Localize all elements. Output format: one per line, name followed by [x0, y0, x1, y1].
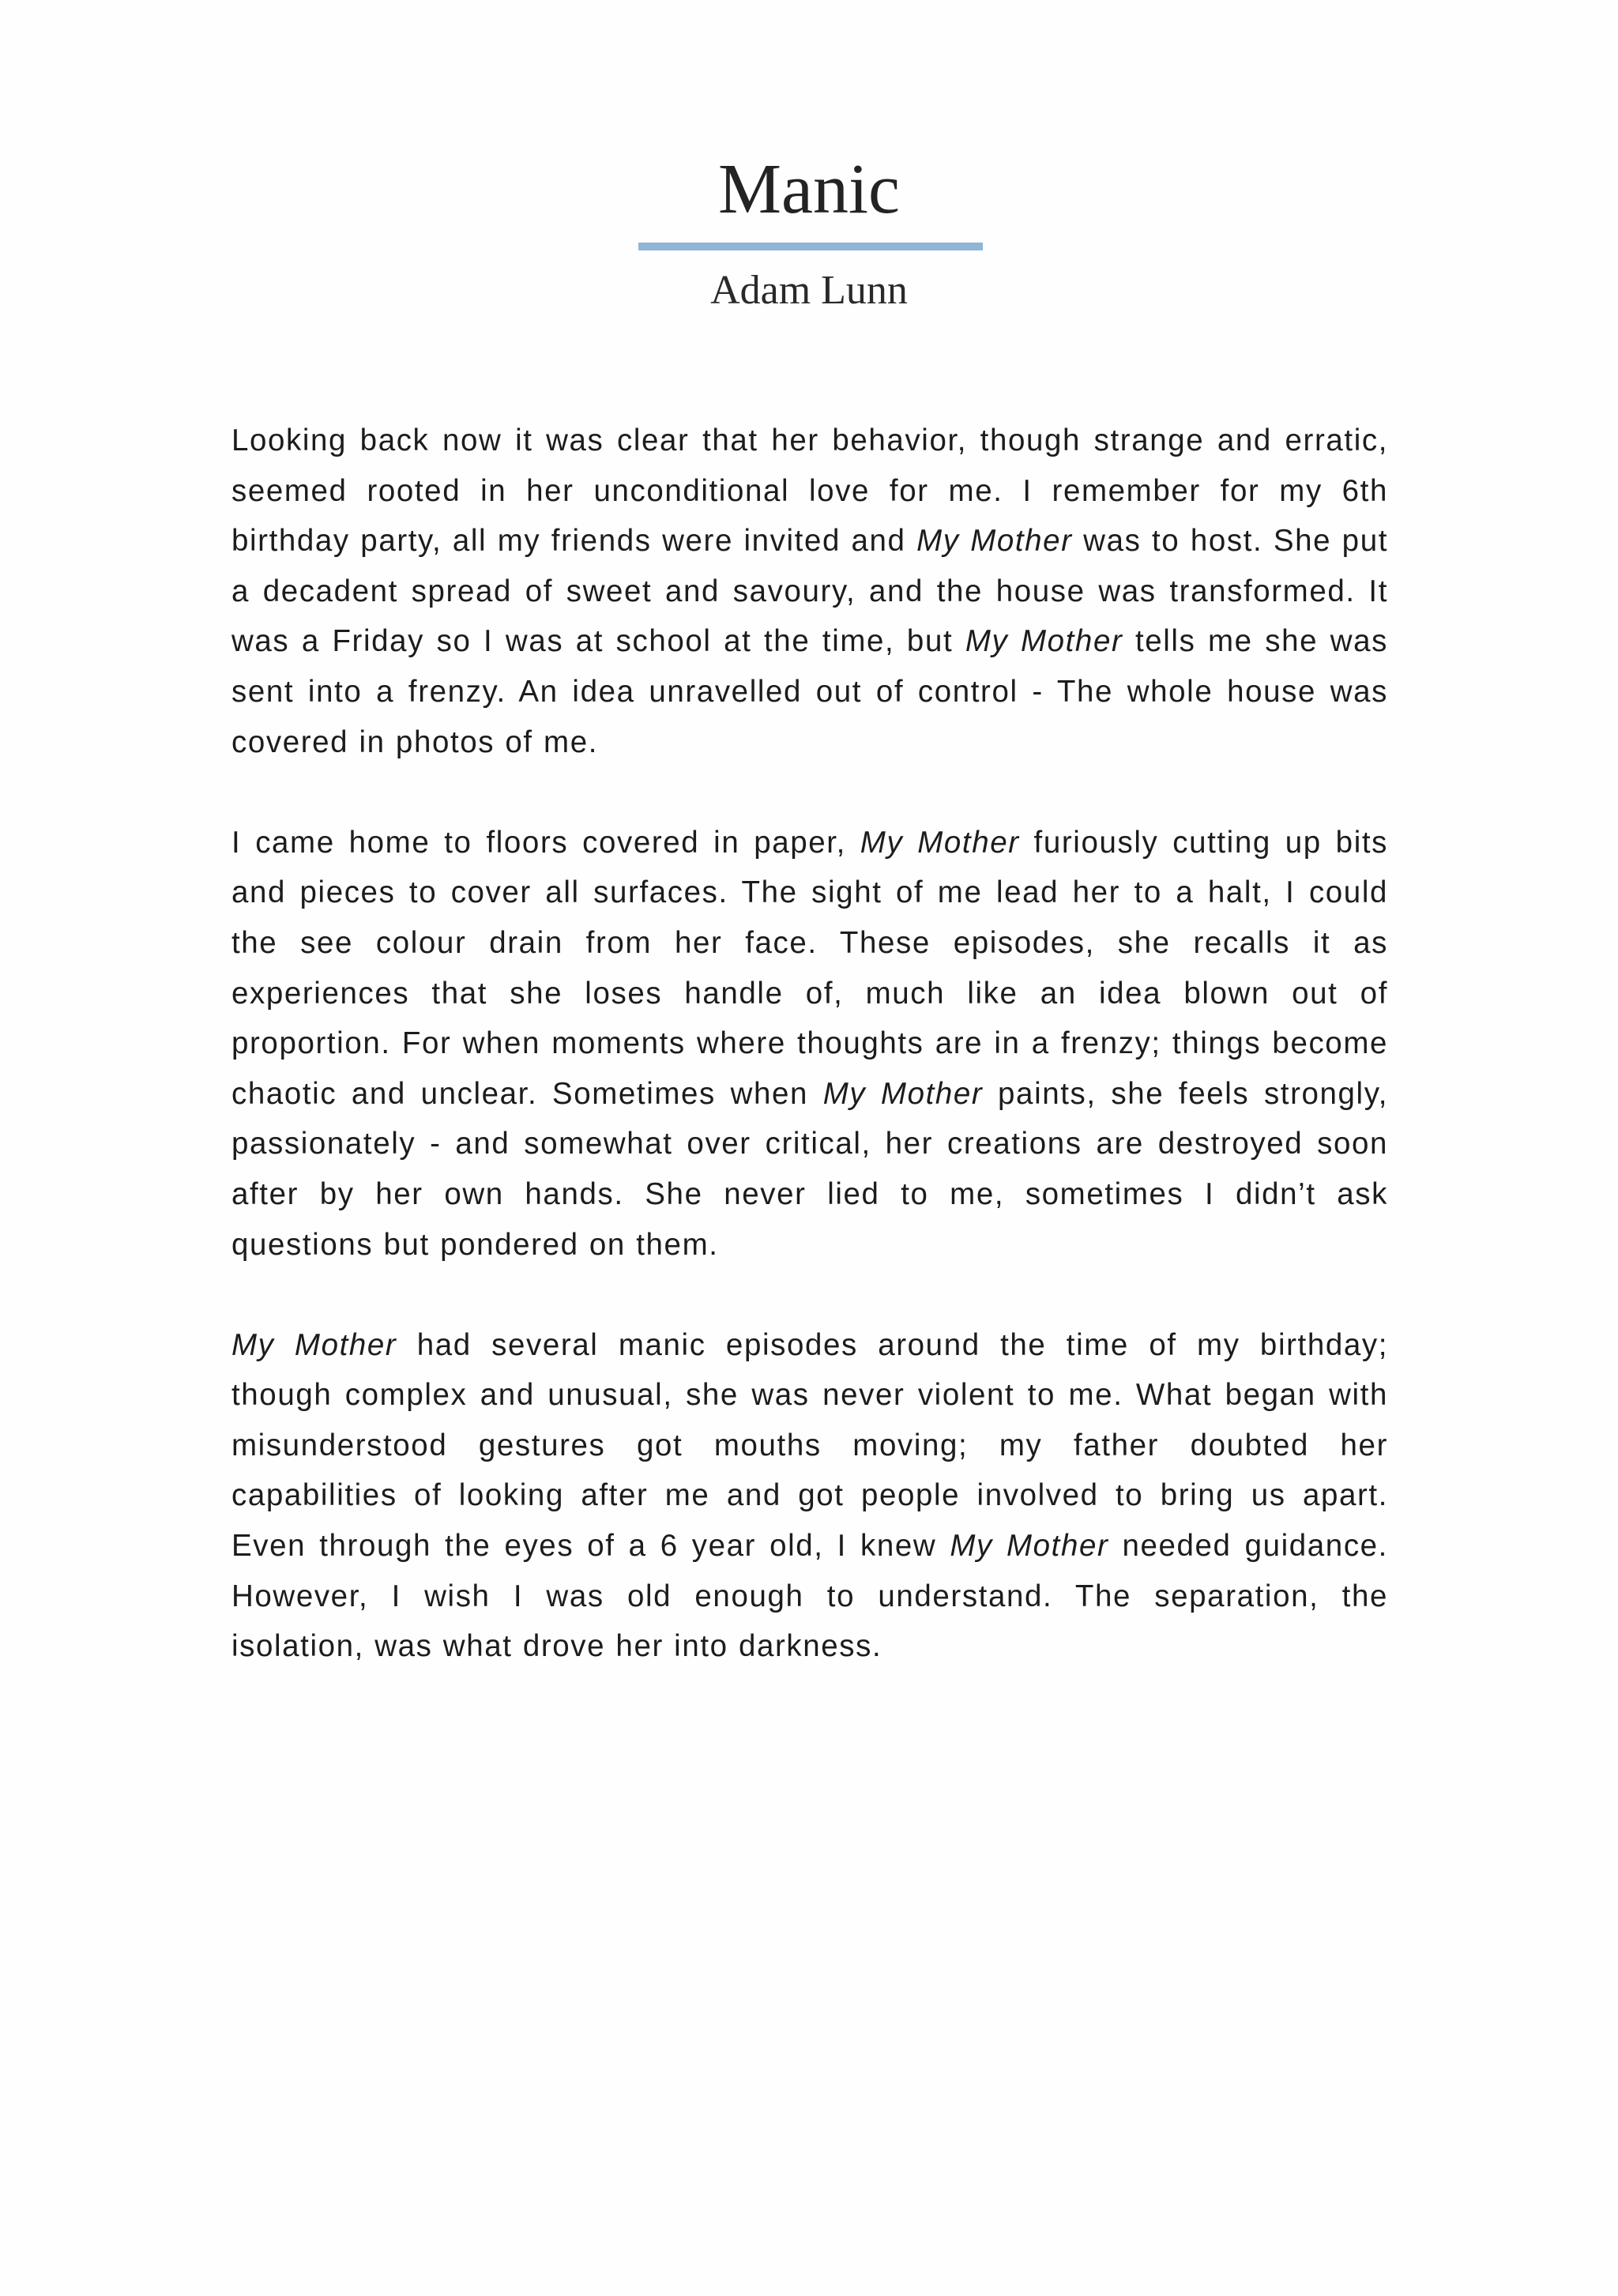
author-name: Adam Lunn — [710, 268, 908, 313]
paragraph-3-text-1: had several manic episodes around the time of my birthday; though complex and unusual, she was never violent to me. What began with misunderstood gestures got mouths moving; my father doubted her capabilities of looking after me and got people involved to bring us apart. Even through the eyes of a 6 year old, I knew — [231, 1327, 1389, 1564]
paragraph-2-text-2: furiously cutting up bits and pieces to cover all surfaces. The sight of me lead her to a halt, I could the see colour drain from her face. These episodes, she recalls it as experiences that she loses handle of, much like an idea blown out of proportion. For when moments where thoughts are in a frenzy; things become chaotic and unclear. Sometimes when — [231, 825, 1388, 1111]
paragraph-1-italic-2: My Mother — [965, 624, 1123, 659]
paragraph-1-italic-1: My Mother — [916, 524, 1073, 559]
paragraph-2-italic-1: My Mother — [860, 825, 1020, 860]
story-body — [231, 416, 1388, 1722]
paragraph-3 — [231, 1320, 1388, 1672]
paragraph-1 — [231, 416, 1388, 767]
paragraph-2-italic-2: My Mother — [822, 1076, 984, 1111]
paragraph-2 — [231, 818, 1388, 1270]
paragraph-3-italic-2: My Mother — [950, 1529, 1109, 1564]
paragraph-1-text-3: tells me she was sent into a frenzy. An idea unravelled out of control - The whole house was covered in photos of me. — [231, 624, 1388, 759]
paragraph-1-text-2: was to host. She put a decadent spread of sweet and savoury, and the house was transformed. It was a Friday so I was at school at the time, but — [231, 524, 1389, 659]
paragraph-1-text-1: Looking back now it was clear that her behavior, though strange and erratic, seemed rooted in her unconditional love for me. I remember for my 6th birthday party, all my friends were invited and — [231, 423, 1388, 559]
document-title: Manic — [718, 150, 900, 228]
paragraph-2-text-3: paints, she feels strongly, passionately - and somewhat over critical, her creations are destroyed soon after by her own hands. She never lied to me, sometimes I didn’t ask questions but pondered on them. — [231, 1076, 1388, 1262]
paragraph-3-italic-1: My Mother — [231, 1327, 397, 1362]
title-underline-rule — [638, 243, 983, 250]
paragraph-2-text-1: I came home to floors covered in paper, — [231, 825, 860, 860]
paragraph-3-text-2: needed guidance. However, I wish I was old enough to understand. The separation, the isolation, was what drove her into darkness. — [231, 1529, 1388, 1664]
